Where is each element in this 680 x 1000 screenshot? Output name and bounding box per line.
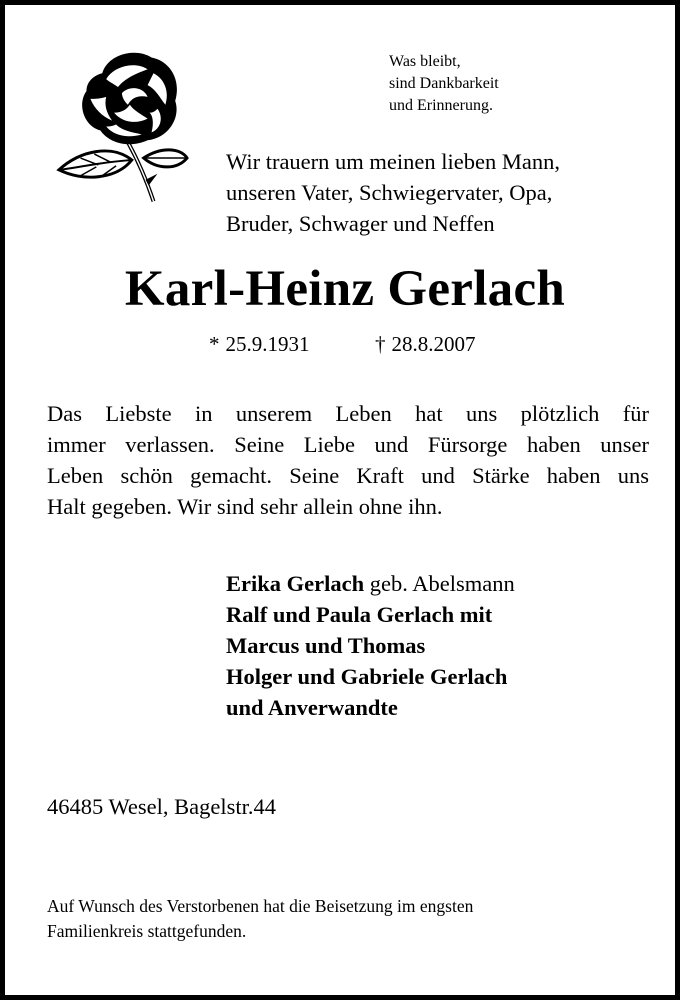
death-date: [375, 331, 476, 357]
motto-line: und Erinnerung.: [389, 97, 493, 114]
rose-icon: [51, 43, 189, 207]
death-symbol: †: [375, 332, 386, 356]
family-line: Holger und Gabriele Gerlach: [226, 664, 508, 689]
intro-line: unseren Vater, Schwiegervater, Opa,: [226, 180, 553, 205]
motto-line: sind Dankbarkeit: [389, 75, 499, 92]
birth-date: [209, 332, 310, 356]
tribute-line: Halt gegeben. Wir sind sehr allein ohne ihn.: [47, 494, 443, 519]
tribute-line: immer verlassen. Seine Liebe und Fürsorge haben unser: [47, 432, 649, 457]
deceased-name: Karl-Heinz Gerlach: [124, 261, 566, 317]
notice-line: Auf Wunsch des Verstorbenen hat die Beisetzung im engsten: [47, 896, 474, 916]
family-line: Ralf und Paula Gerlach mit: [226, 602, 493, 627]
family-line: Marcus und Thomas: [226, 633, 426, 658]
motto: [389, 51, 499, 117]
widow-name: Erika Gerlach: [226, 571, 365, 596]
family-line: [226, 568, 515, 599]
family-line: und Anverwandte: [226, 695, 398, 720]
motto-line: Was bleibt,: [389, 53, 461, 70]
widow-maiden-name: geb. Abelsmann: [364, 571, 515, 596]
tribute-line: Das Liebste in unserem Leben hat uns plötzlich für: [47, 401, 649, 426]
tribute-text: [47, 398, 649, 522]
tribute-line: Leben schön gemacht. Seine Kraft und Stärke haben uns: [47, 463, 649, 488]
birth-symbol: *: [209, 332, 220, 356]
life-dates: [209, 331, 476, 357]
death-date-value: 28.8.2007: [391, 332, 476, 356]
burial-notice: [47, 894, 647, 944]
birth-date-value: 25.9.1931: [225, 332, 310, 356]
intro-line: Bruder, Schwager und Neffen: [226, 211, 495, 236]
address: 46485 Wesel, Bagelstr.44: [47, 794, 276, 819]
family-signatures: [226, 568, 515, 723]
intro-line: Wir trauern um meinen lieben Mann,: [226, 149, 560, 174]
mourning-intro: [226, 146, 560, 239]
notice-line: Familienkreis stattgefunden.: [47, 921, 247, 941]
